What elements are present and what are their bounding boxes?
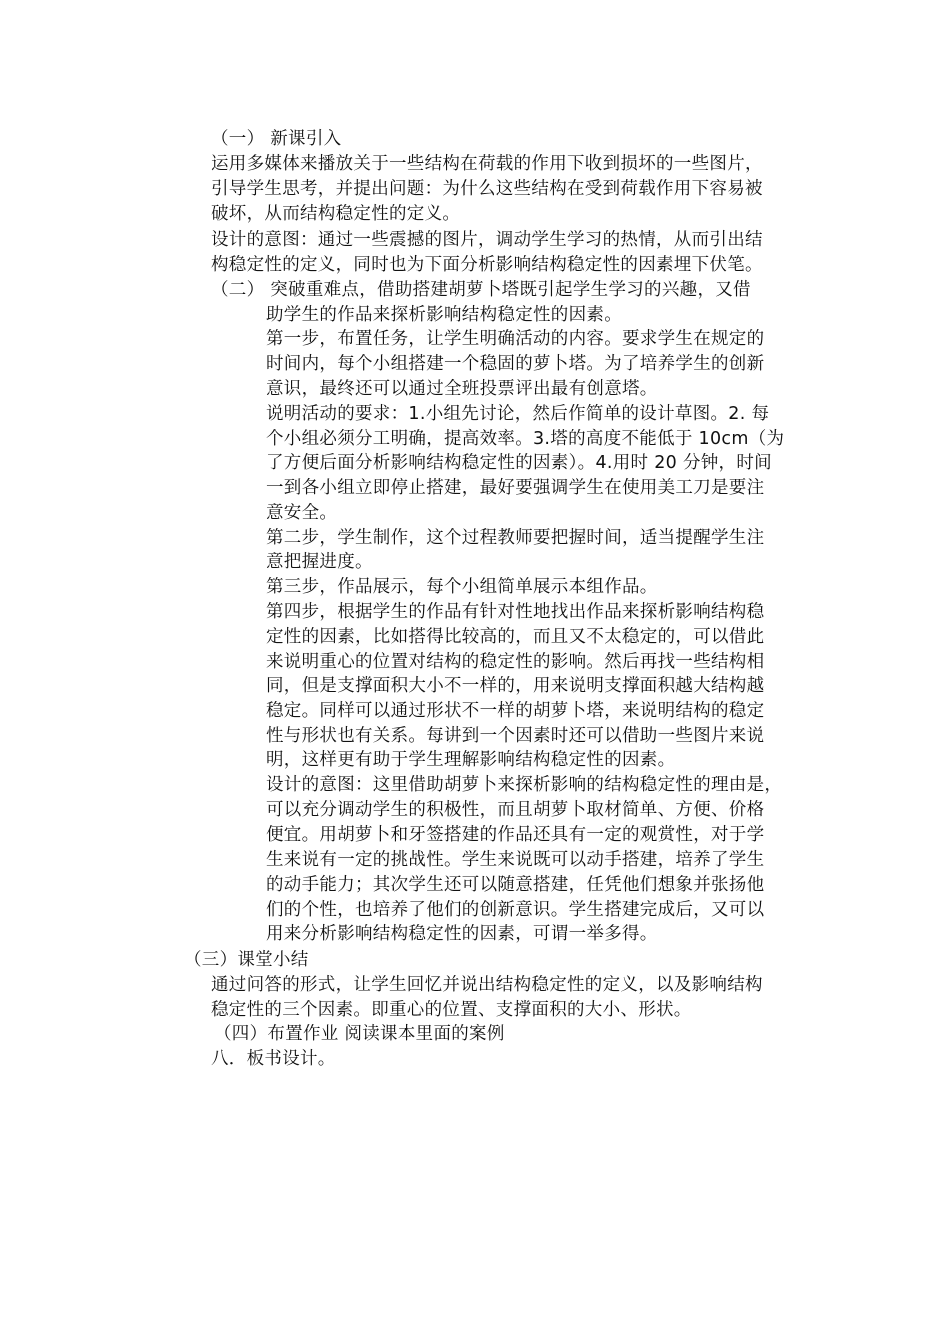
paragraph-line: 设计的意图：这里借助胡萝卜来探析影响的结构稳定性的理由是， (266, 775, 783, 795)
paragraph-line: 定性的因素，比如搭得比较高的，而且又不太稳定的，可以借此 (266, 627, 765, 647)
paragraph-line: 稳定。同样可以通过形状不一样的胡萝卜塔，来说明结构的稳定 (266, 701, 765, 721)
paragraph-line: 性与形状也有关系。每讲到一个因素时还可以借助一些图片来说 (266, 726, 765, 746)
section-heading-key-points: （二） 突破重难点，借助搭建胡萝卜塔既引起学生学习的兴趣，又借 (211, 280, 751, 300)
paragraph-line: 明，这样更有助于学生理解影响结构稳定性的因素。 (266, 750, 676, 770)
section-heading-homework: （四）布置作业 阅读课本里面的案例 (214, 1024, 505, 1044)
paragraph-line: 破坏，从而结构稳定性的定义。 (211, 204, 461, 224)
paragraph-line: 一到各小组立即停止搭建，最好要强调学生在使用美工刀是要注 (266, 478, 765, 498)
paragraph-line: 便宜。用胡萝卜和牙签搭建的作品还具有一定的观赏性，对于学 (266, 825, 765, 845)
paragraph-line: 意把握进度。 (266, 552, 373, 572)
section-heading-intro: （一） 新课引入 (211, 129, 342, 149)
paragraph-line: 的动手能力；其次学生还可以随意搭建，任凭他们想象并张扬他 (266, 875, 765, 895)
paragraph-line: 用来分析影响结构稳定性的因素，可谓一举多得。 (266, 924, 658, 944)
paragraph-line: 们的个性，也培养了他们的创新意识。学生搭建完成后，又可以 (266, 900, 765, 920)
paragraph-line: 第四步，根据学生的作品有针对性地找出作品来探析影响结构稳 (266, 602, 765, 622)
paragraph-line: 意安全。 (266, 503, 338, 523)
paragraph-line: 引导学生思考，并提出问题：为什么这些结构在受到荷载作用下容易被 (211, 179, 763, 199)
section-heading-summary: （三）课堂小结 (184, 950, 309, 970)
paragraph-line: 来说明重心的位置对结构的稳定性的影响。然后再找一些结构相 (266, 652, 765, 672)
paragraph-line: 第一步，布置任务，让学生明确活动的内容。要求学生在规定的 (266, 329, 765, 349)
paragraph-line: 运用多媒体来播放关于一些结构在荷载的作用下收到损坏的一些图片， (211, 154, 763, 174)
paragraph-line: 可以充分调动学生的积极性，而且胡萝卜取材简单、方便、价格 (266, 800, 765, 820)
paragraph-line: 说明活动的要求：1.小组先讨论，然后作简单的设计草图。2. 每 (266, 404, 770, 424)
section-heading-board-design: 八．板书设计。 (211, 1049, 336, 1069)
paragraph-line: 设计的意图：通过一些震撼的图片，调动学生学习的热情，从而引出结 (211, 230, 763, 250)
paragraph-line: 助学生的作品来探析影响结构稳定性的因素。 (266, 305, 622, 325)
paragraph-line: 第二步，学生制作，这个过程教师要把握时间，适当提醒学生注 (266, 528, 765, 548)
paragraph-line: 时间内，每个小组搭建一个稳固的萝卜塔。为了培养学生的创新 (266, 354, 765, 374)
paragraph-line: 同，但是支撑面积大小不一样的，用来说明支撑面积越大结构越 (266, 676, 765, 696)
paragraph-line: 稳定性的三个因素。即重心的位置、支撑面积的大小、形状。 (211, 1000, 692, 1020)
paragraph-line: 个小组必须分工明确，提高效率。3.塔的高度不能低于 10cm（为 (266, 429, 785, 449)
paragraph-line: 意识，最终还可以通过全班投票评出最有创意塔。 (266, 379, 658, 399)
paragraph-line: 通过问答的形式，让学生回忆并说出结构稳定性的定义，以及影响结构 (211, 975, 763, 995)
paragraph-line: 第三步，作品展示，每个小组简单展示本组作品。 (266, 577, 658, 597)
paragraph-line: 生来说有一定的挑战性。学生来说既可以动手搭建，培养了学生 (266, 850, 765, 870)
paragraph-line: 构稳定性的定义，同时也为下面分析影响结构稳定性的因素埋下伏笔。 (211, 255, 763, 275)
paragraph-line: 了方便后面分析影响结构稳定性的因素）。4.用时 20 分钟，时间 (266, 453, 772, 473)
